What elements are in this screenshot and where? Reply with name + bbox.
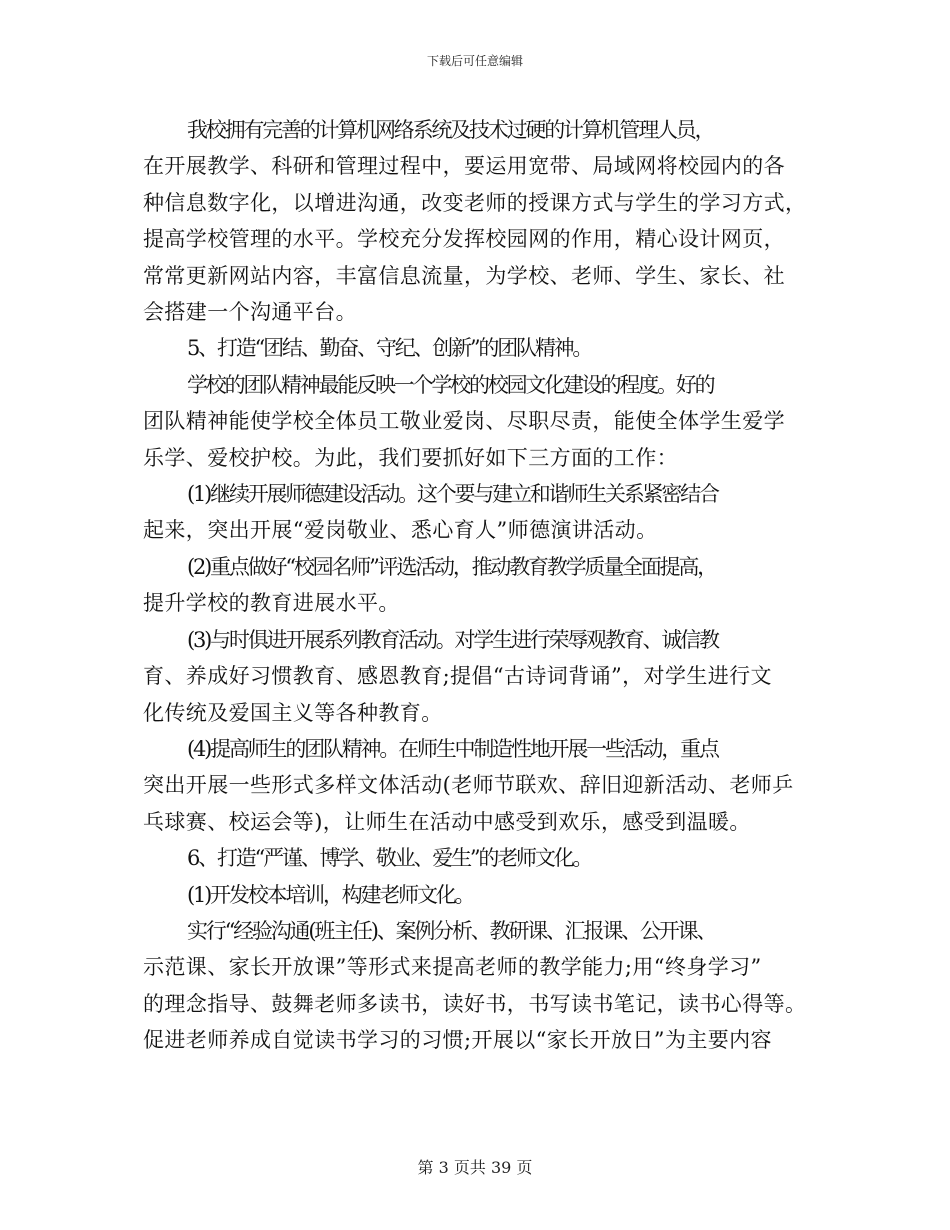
text-line: 化传统及爱国主义等各种教育。 xyxy=(143,700,443,725)
text-line: (1)开发校本培训，构建老师文化。 xyxy=(187,882,474,907)
text-line: 促进老师养成自觉读书学习的习惯;开展以“家长开放日”为主要内容 xyxy=(143,1028,772,1053)
text-line: 常常更新网站内容，丰富信息流量，为学校、老师、学生、家长、社 xyxy=(143,263,785,288)
text-line: 实行“经验沟通(班主任)、案例分析、教研课、汇报课、公开课、 xyxy=(187,918,716,943)
text-line: 示范课、家长开放课”等形式来提高老师的教学能力;用“终身学习” xyxy=(143,955,762,980)
page-header: 下载后可任意编辑 xyxy=(426,54,523,68)
text-line: 的理念指导、鼓舞老师多读书，读好书，书写读书笔记，读书心得等。 xyxy=(143,991,807,1016)
text-line: (1)继续开展师德建设活动。这个要与建立和谐师生关系紧密结合 xyxy=(187,482,718,507)
text-line: 5、打造“团结、勤奋、守纪、创新”的团队精神。 xyxy=(187,336,592,361)
text-line: 种信息数字化，以增进沟通，改变老师的授课方式与学生的学习方式， xyxy=(143,190,807,215)
text-line: 育、养成好习惯教育、感恩教育;提倡“古诗词背诵”，对学生进行文 xyxy=(143,664,772,689)
text-line: 提升学校的教育进展水平。 xyxy=(143,591,400,616)
text-line: 我校拥有完善的计算机网络系统及技术过硬的计算机管理人员， xyxy=(187,118,714,142)
page-footer: 第 3 页共 39 页 xyxy=(417,1158,533,1177)
document-body xyxy=(143,112,807,1059)
text-line: 乓球赛、校运会等)，让师生在活动中感受到欢乐，感受到温暖。 xyxy=(143,809,751,834)
text-line: (4)提高师生的团队精神。在师生中制造性地开展一些活动，重点 xyxy=(187,736,718,761)
text-line: (3)与时俱进开展系列教育活动。对学生进行荣辱观教育、诚信教 xyxy=(187,627,718,652)
text-line: 乐学、爱校护校。为此，我们要抓好如下三方面的工作： xyxy=(143,445,678,470)
text-line: 起来，突出开展“爱岗敬业、悉心育人”师德演讲活动。 xyxy=(143,518,658,543)
text-line: 学校的团队精神最能反映一个学校的校园文化建设的程度。好的 xyxy=(187,372,714,397)
text-line: 会搭建一个沟通平台。 xyxy=(143,300,357,325)
text-line: (2)重点做好“校园名师”评选活动，推动教育教学质量全面提高， xyxy=(187,554,717,579)
text-line: 突出开展一些形式多样文体活动(老师节联欢、辞旧迎新活动、老师乒 xyxy=(143,773,794,798)
text-line: 团队精神能使学校全体员工敬业爱岗、尽职尽责，能使全体学生爱学 xyxy=(143,409,785,434)
text-line: 提高学校管理的水平。学校充分发挥校园网的作用，精心设计网页， xyxy=(143,227,785,252)
text-line: 在开展教学、科研和管理过程中，要运用宽带、局域网将校园内的各 xyxy=(143,154,785,179)
text-line: 6、打造“严谨、博学、敬业、爱生”的老师文化。 xyxy=(187,846,592,871)
